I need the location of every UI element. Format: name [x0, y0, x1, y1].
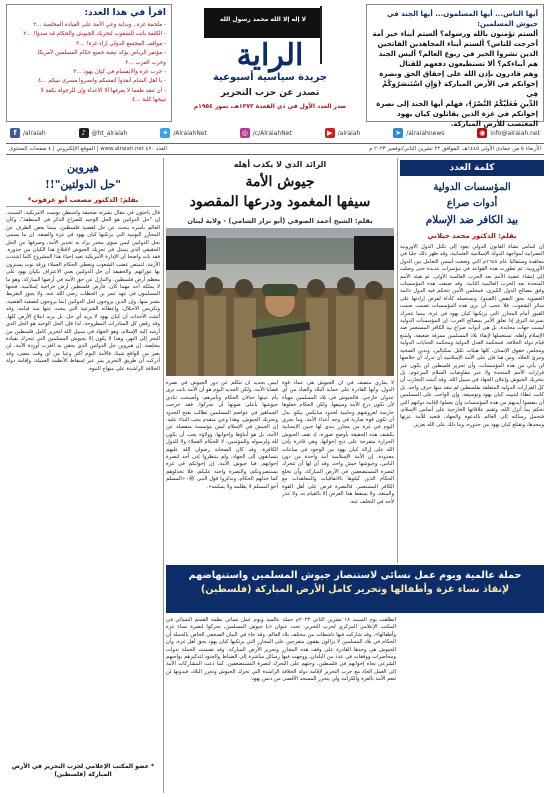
- contents-item[interactable]: - الكلمة باتت للشعوب لتحريك الجيوش والحكام قد صدوا! ...٢: [23, 31, 166, 38]
- youtube-icon: ▶: [325, 128, 335, 138]
- issue-number-website[interactable]: العدد ٤٧٠ www.alraiah.net | الموقع الإلكتروني | ٤ صفحات المحتوى: [9, 146, 167, 152]
- contents-item[interactable]: - مواقف المجتمع الدولي إزاء غزة! ...٣: [76, 40, 166, 47]
- appeal-line: أخرجت للناس؟ ألستم أبناء المجاهدين الفاتحين: [377, 40, 538, 48]
- facebook-icon: f: [10, 128, 20, 138]
- contents-item[interactable]: - حرب غزة والانقسام في كيان يهود ...٣: [73, 69, 166, 76]
- tiktok-icon: ♪: [79, 128, 89, 138]
- appeal-line: إخوانكم في غزة الذين يقاتلون كيان يهود: [397, 110, 538, 118]
- appeal-line: جيوش المسلمين:: [477, 20, 538, 28]
- issue-date-strip: [6, 143, 544, 155]
- social-label: /alraiahnews: [406, 129, 445, 137]
- contents-item[interactable]: - مؤتمر الرياض يؤكد تبعية جميع حكام المسلمين لأمريكا: [37, 50, 166, 57]
- social-link-instagram[interactable]: [240, 128, 292, 138]
- social-link-email[interactable]: [477, 128, 540, 138]
- contents-title: اقرأ في هذا العدد:: [84, 8, 166, 18]
- instagram-icon: ◎: [241, 129, 248, 137]
- brand-name: الراية: [236, 38, 304, 73]
- contents-box: [6, 4, 172, 122]
- appeal-box: [366, 4, 544, 128]
- appeal-line: هم أبناءكم؟ ألا تستطيعون دفعهم للقتال: [399, 60, 538, 68]
- appeal-line: الدِّينِ فَعَلَيْكُمُ النَّصْرُ﴾، فهلم أيها الجند إلى نصرة: [376, 100, 538, 108]
- issue-date: الأربعاء ٥ من جمادى الأولى ١٤٤٥هـ، الموافق ٢٢ تشرين الثاني/نوفمبر ٢٠٢٣ م: [368, 146, 541, 152]
- appeal-line: أيها الناس... أيها المسلمون... أيها الجند في: [387, 10, 538, 18]
- social-link-tiktok[interactable]: [79, 128, 128, 138]
- social-label: /alraiah: [23, 129, 46, 137]
- social-label: /AlraiahNet: [173, 129, 207, 137]
- lead-kicker: الرائد الذي لا يكذب أهله: [233, 160, 327, 169]
- divider: [6, 206, 160, 207]
- appeal-line: المغتصب للأرض المباركة.: [450, 120, 538, 128]
- left-article-footnote: * عضو المكتب الإعلامي لحزب التحرير في الأرض المباركة (فلسطين): [11, 763, 155, 778]
- right-article-title[interactable]: أدوات صراع: [446, 198, 498, 209]
- banner-article-body: انطلقت يوم السبت ١٨ تشرين الثاني ٢٠٢٣م حملة عالمية ويوم عمل نسائي نظمه القسم النسائي في المكتب الإعلامي المركزي لحزب التحرير، تحت عنوان «يا جيوش المسلمين، تحركوا لنصرة نساء غزة وأطفالها»، وقد شاركت فيها ناشطات من مختلف بلاد العالم. وقد جاء في البيان الصحفي الخاص بالحملة أن الحكام في بلاد المسلمين لا يزالون يقفون متفرجين على المجازر التي يرتكبها كيان يهود بحق أهل غزة، وأن الجيوش هي وحدها القادرة على وقف هذه المجازر وتحرير الأرض المباركة. وقد تضمنت الحملة ندوات ومحاضرات ووقفات في عدد من البلدان، ووجهت فيها رسائل مباشرة إلى الضباط والجنود لتذكيرهم بواجبهم الشرعي تجاه إخوانهم في فلسطين، وحثهم على التحرك لنصرة المستضعفين. كما دعت المشاركات الأمة إلى العمل الجاد مع حزب التحرير لإقامة دولة الخلافة الراشدة التي تحرك الجيوش وتحرر البلاد، فبدونها لن تنعم الأمة بالعزة والكرامة ولن يتحرر المسجد الأقصى من دنس يهود.: [166, 617, 396, 683]
- appeal-line: إخوانكم في الأرض المباركة ﴿وَإِنِ اسْتَنصَرُوكُمْ فِي: [382, 80, 538, 98]
- appeal-line: وهم قادرون بإذن الله على إحقاق الحق ونصرة: [379, 70, 538, 78]
- left-article-body: قال باحثون في مقال نشرته صحيفة واشنطن بوست الأمريكية، السبت، إن "حل الدولتين هو الحل الوحيد للصراع الدائر في المنطقة"، وكأن العالم بأسره يبحث عن حل لقضية فلسطين، بينما يغض الطرف عن المجازر اليومية التي يرتكبها كيان يهود في غزة والضفة. إن ما يسمى بحل الدولتين ليس سوى مخدر يراد به تخدير الأمة، وصرفها عن الحل الحقيقي الذي يتمثل في تحريك الجيوش لاقتلاع هذا الكيان من جذوره. فقد بات واضحا أن الإدارة الأمريكية تعيد إحياء هذا المشروع كلما اشتدت الأزمة، لتمتص غضب الشعوب وتعطي الحكام العملاء ورقة توت يسترون بها عوراتهم. والحقيقة أن حل الدولتين يعني الاعتراف بكيان يهود على معظم أرض فلسطين، والتنازل عن حق الأمة في أرضها المباركة، وهو ما لا يملكه أحد مهما كان. فأرض فلسطين أرض خراجية إسلامية، فتحها المسلمون في عهد عمر بن الخطاب رضي الله عنه، ولا يجوز التفريط بشبر منها. وإن الذين يروجون لحل الدولتين إنما يروجون لتصفية القضية، وتكريس الاحتلال، وإعطائه الشرعية التي يبحث عنها منذ قيامه. وقد أثبتت الأحداث أن كيان يهود لا يريد أي حل، بل يريد ابتلاع الأرض كلها، وقد رفض كل المبادرات المطروحة. لذا فإن الحل الوحيد هو الحل الذي أرشد إليه الإسلام، وهو الجهاد في سبيل الله لتحرير كامل فلسطين من البحر إلى النهر، وهذا لا يكون إلا بجيوش المسلمين التي تتحرك بقيادة مخلصة. إن هيروين حل الدولتين الذي يحقن به الغرب أوردة الأمة، لن يغير من الواقع شيئا، فالأمة اليوم أكثر وعيا من أي وقت مضى، وقد أدركت أن طريق التحرير يمر عبر إسقاط الأنظمة العميلة، وإقامة دولة الخلافة الراشدة على منهاج النبوة.: [6, 210, 160, 372]
- contents-item[interactable]: تبيحها كلية ...٤: [132, 97, 166, 104]
- contents-item[interactable]: - أن تنقد طعما لا يعرفها ألا الأعداء وإن للرجولة بكفة لا: [40, 87, 166, 94]
- contents-item[interactable]: - يا أهل الشام أنقذوا أنفسكم وانصروا مسرى نبيكم ...٤: [38, 78, 166, 85]
- masthead-logo[interactable]: [182, 4, 358, 122]
- lead-body-col: ليس بجديد أن نتكلم عن دور الجيوش في نصرة قضايا الأمة، ولكن الجديد اليوم هو أن الأمة باتت ترى بأم عينها خذلان الحكام وتآمرهم، وأصبحت تنادي جيوشها بأعلى صوتها أن تحركوا. فقد خرجت الجماهير في عواصم المسلمين تطالب بفتح الحدود وتحريك الجيوش، وهذا وعي متقدم يجب البناء عليه. إن الجيش في الإسلام ليس مؤسسة منفصلة عن الأمة، بل هو أبناؤها وإخوانها، وولاؤه يجب أن يكون لله ولرسوله وللمؤمنين، لا للحكام العملاء ولا للدول الكافرة. وقد كان الصحابة رضوان الله عليهم يتسابقون إلى الجهاد، ولم ينتظروا إذن أحد لنصرة إخوانهم. فيا جيوش الأمة، إن إخوانكم في غزة يستنصرونكم، والنصرة واجبة عليكم، فلا تخذلوهم كما خذلهم الحكام، وتذكروا قول النبي ﷺ: «المسلم أخو المسلم لا يظلمه ولا يسلمه».: [166, 380, 278, 490]
- twitter-icon: ✦: [160, 128, 170, 138]
- social-link-facebook[interactable]: [10, 128, 46, 138]
- banner-line: لإنقاذ نساء غزة وأطفالها وتحرير كامل الأرض المباركة (فلسطين): [200, 584, 510, 595]
- appeal-line: الذين نشروا الخير في ربوع العالم؟ أليس الجند: [378, 50, 538, 58]
- social-link-telegram[interactable]: [393, 128, 444, 138]
- social-links-bar: [6, 125, 544, 141]
- brand-first-issue: صدر العدد الأول في ذي القعدة ١٣٧٣هـ، تموز ١٩٥٤م: [193, 103, 347, 110]
- lead-photo: [166, 228, 394, 376]
- lead-byline: بقلم: الشيخ أحمد الصوفي (أبو نزار الشامي) - ولاية لبنان: [187, 217, 373, 225]
- brand-publisher: تصدر عن حزب التحرير: [220, 88, 320, 98]
- social-label: /alraiah: [337, 129, 361, 137]
- column-divider: [397, 158, 398, 563]
- right-article-title[interactable]: المؤسسات الدولية: [433, 182, 511, 193]
- column-divider: [163, 158, 164, 793]
- contents-item[interactable]: وحرب الغرب ...٣: [125, 59, 166, 66]
- left-article-byline: بقلم: الدكتور مصعب أبو عرقوب*: [27, 196, 139, 204]
- lead-title[interactable]: سيفها المغمود ودرعها المقصود: [189, 194, 371, 210]
- globe-icon: ◉: [479, 129, 486, 137]
- right-article-title[interactable]: بيد الكافر ضد الإسلام: [425, 214, 519, 226]
- banner-line: حملة عالمية ويوم عمل نسائي لاستنصار جيوش المسلمين واستنهاضهم: [188, 570, 522, 581]
- flag-icon: [204, 8, 322, 38]
- right-article-body: إن أساس نشأة القانون الدولي يعود إلى تكتل الدول الأوروبية النصرانية لمواجهة الدولة الإسلامية العثمانية، وقد ظهر ذلك جليا في معاهدة وستفاليا عام ١٦٤٨م التي وضعت أسس التعامل بين الدول الأوروبية. ثم تطورت هذه القواعد في مؤتمرات عديدة حتى وصلت إلى إنشاء عصبة الأمم بعد الحرب العالمية الأولى، ثم هيئة الأمم المتحدة بعد الحرب العالمية الثانية. وقد صيغت هذه المؤسسات وفق مصالح الدول الكبرى، فمجلس الأمن تتحكم فيه الدول دائمة العضوية بحق النقض (الفيتو)، وتستعمله كأداة لفرض إرادتها على سائر الشعوب. فلا عجب أن نرى هذه المؤسسات تصمت صمت القبور أمام المجازر التي يرتكبها كيان يهود في غزة، بينما تتحرك بسرعة البرق إذا تعلق الأمر بمصالح الغرب. إن المؤسسات الدولية ليست جهات محايدة، بل هي أدوات صراع بيد الكافر المستعمر ضد الإسلام وأهله، تستعملها لإبقاء بلاد المسلمين ممزقة ضعيفة، ولمنع قيام دولة الخلافة. فمحكمة العدل الدولية ومحكمة الجنايات الدولية ومجلس حقوق الإنسان، كلها هيئات تكيل بمكيالين، وتدين الضحية وتبرئ الجلاد. ومن هنا فإن على الأمة الإسلامية أن تدرك أن خلاصها لن يأتي من هذه المؤسسات، وأن تحرير فلسطين لن يكون عبر قرارات الأمم المتحدة ولا عبر مفاوضات السلام المزعوم، بل بتحريك الجيوش وإعلان الجهاد في سبيل الله. وقد أثبتت التجارب أن كل القرارات الدولية المتعلقة بفلسطين لم تنفذ منها حرف واحد، بل كانت غطاء لتثبيت كيان يهود وتوسيعه. وإن الواجب على المسلمين أن ينفضوا أيديهم من هذه المؤسسات وأن يعملوا لإقامة دولتهم التي تحكم بما أنزل الله، وتقيم علاقاتها الخارجية على أساس الإسلام، فتحمل رسالته إلى العالم بالدعوة والجهاد، فتعيد للأمة عزتها ومجدها، وتقتلع كيان يهود من جذوره، وما ذلك على الله بعزيز.: [400, 244, 544, 428]
- social-link-youtube[interactable]: [325, 128, 361, 138]
- appeal-line: ألستم تؤمنون بالله ورسوله؟ ألستم أبناء خير أمة: [372, 30, 538, 38]
- left-article-title[interactable]: "حل الدولتين"!!: [45, 178, 121, 191]
- column-header: كلمة العدد: [400, 160, 544, 176]
- soldiers-photo-illustration: [166, 228, 394, 376]
- left-article-title[interactable]: هيروين: [67, 161, 99, 174]
- contents-item[interactable]: - ملحمة غزة.. وبداية وعي الأمة على القيادة المخلصة ...٢: [33, 22, 166, 28]
- telegram-icon: ➤: [393, 128, 403, 138]
- social-label: info@alraiah.net: [490, 129, 540, 137]
- right-article-byline: بقلم: الدكتور محمد جيلاني: [427, 232, 517, 240]
- lead-title[interactable]: جيوش الأمة: [245, 174, 315, 190]
- flag-text: لا إله إلا الله محمد رسول الله: [219, 16, 307, 23]
- social-link-twitter[interactable]: [160, 128, 207, 138]
- campaign-banner[interactable]: [166, 565, 544, 613]
- lead-body-col: لا يماري منصف في أن الجيوش هي عماد قوة الدول، وأنها القادرة على حماية البلاد والعباد من أي عدوان خارجي. فالجيوش في بلاد المسلمين مهيأة لأن تكون درع الأمة وسيفها، ولكن الحكام جعلوها حارسة لعروشهم وحامية لحدود سايكس بيكو، بدل أن تكون قوة ضاربة في وجه أعداء الأمة. وما يجري اليوم في غزة من مجازر يندى لها جبين الإنسانية يكشف هذه الحقيقة بأوضح صورة، إذ تقف الجيوش الجرارة متفرجة على ذبح إخوانها، وهي قادرة بإذن الله على إزالة كيان يهود من الوجود في ساعات معدودة. إن الأمة الإسلامية أمة واحدة من دون الناس، وجيوشها جيش واحد، وقد آن لها أن تتحرك لنصرة المستضعفين في الأرض المباركة، وأن تخلع الحكام الذين كبلوها بالاتفاقيات والمعاهدات مع الكافر المستعمر. فالنصرة فرض على أهل القوة والمنعة، ولا يسقط هذا الفرض إلا بالقيام به، ولا عذر لأحد في التخلف عنه.: [282, 380, 394, 505]
- social-label: /c/AlraiahNet: [252, 129, 292, 137]
- brand-subtitle: جريدة سياسية أسبوعية: [212, 72, 328, 83]
- social-label: @ht_alraiah: [91, 129, 128, 137]
